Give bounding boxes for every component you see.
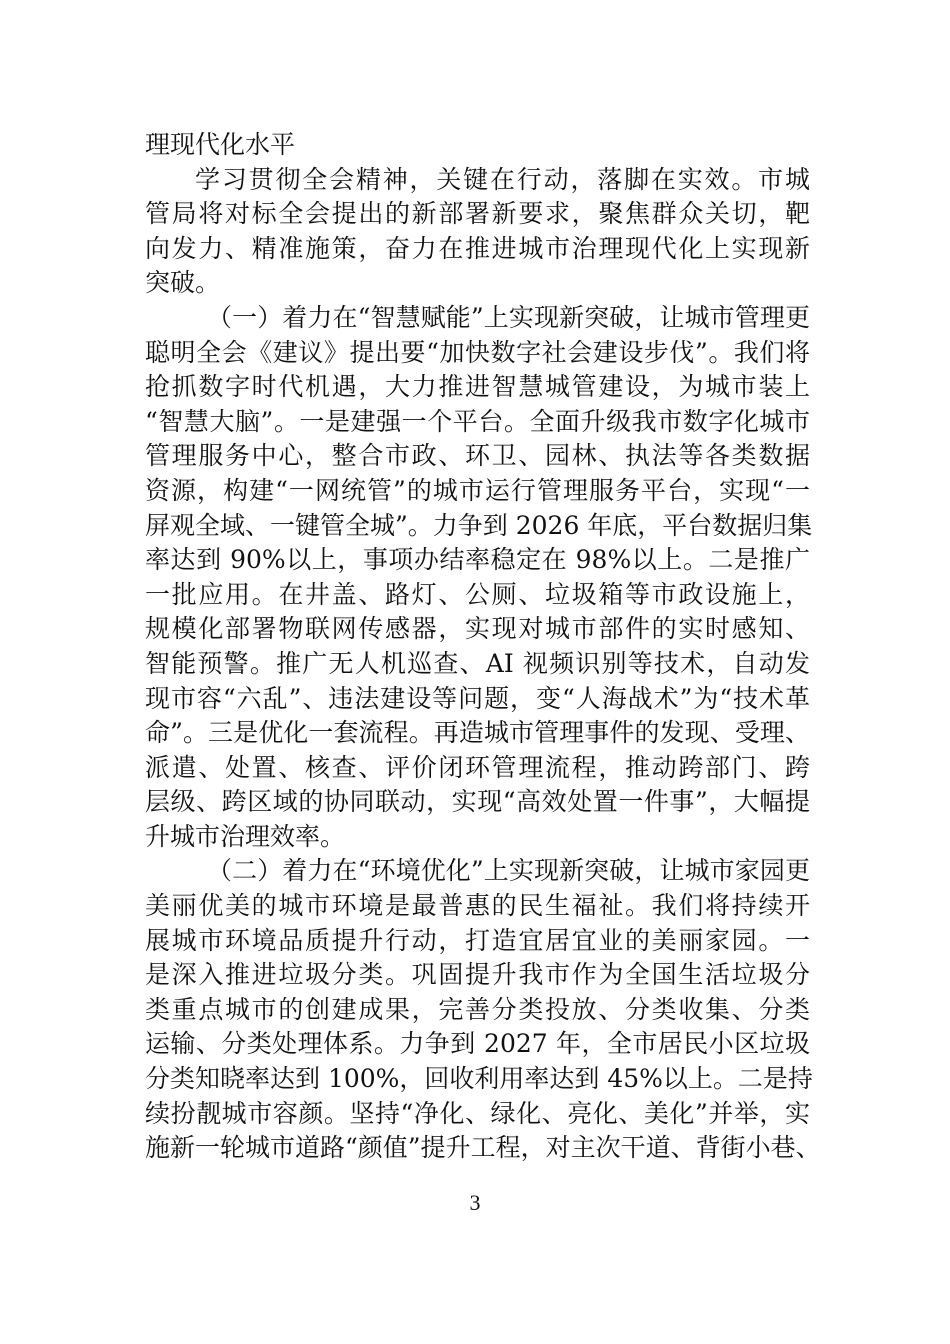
text-line: 管理服务中心，整合市政、环卫、园林、执法等各类数据	[145, 441, 810, 471]
text-line: 学习贯彻全会精神，关键在行动，落脚在实效。市城	[195, 164, 810, 194]
text-line: 管局将对标全会提出的新部署新要求，聚焦群众关切，靶	[145, 199, 810, 229]
text-line: 美丽优美的城市环境是最普惠的民生福祉。我们将持续开	[145, 891, 810, 921]
text-line: 智能预警。推广无人机巡查、AI 视频识别等技术，自动发	[145, 648, 810, 678]
text-line: 层级、跨区域的协同联动，实现“高效处置一件事”，大幅提	[145, 787, 810, 817]
text-line: 类重点城市的创建成果，完善分类投放、分类收集、分类	[145, 994, 810, 1024]
page-number: 3	[469, 1190, 481, 1215]
text-line: 现市容“六乱”、违法建设等问题，变“人海战术”为“技术革	[145, 683, 810, 713]
text-line: 突破。	[145, 268, 221, 298]
text-line: 是深入推进垃圾分类。巩固提升我市作为全国生活垃圾分	[145, 960, 810, 990]
text-line: 一批应用。在井盖、路灯、公厕、垃圾箱等市政设施上，	[145, 579, 810, 609]
text-line: 派遣、处置、核查、评价闭环管理流程，推动跨部门、跨	[145, 752, 810, 782]
section-heading-line: （二）着力在“环境优化”上实现新突破，让城市家园更	[207, 856, 810, 886]
text-line: 命”。三是优化一套流程。再造城市管理事件的发现、受理、	[145, 718, 810, 748]
text-line: 规模化部署物联网传感器，实现对城市部件的实时感知、	[145, 614, 810, 644]
text-line: 施新一轮城市道路“颜值”提升工程，对主次干道、背街小巷、	[145, 1133, 821, 1163]
text-line: 抢抓数字时代机遇，大力推进智慧城管建设，为城市装上	[145, 372, 810, 402]
body-text	[145, 128, 821, 1166]
text-line: 运输、分类处理体系。力争到 2027 年，全市居民小区垃圾	[145, 1029, 810, 1059]
text-line: 率达到 90%以上，事项办结率稳定在 98%以上。二是推广	[145, 545, 810, 575]
text-line: 屏观全域、一键管全城”。力争到 2026 年底，平台数据归集	[145, 510, 813, 540]
text-line: 向发力、精准施策，奋力在推进城市治理现代化上实现新	[145, 233, 810, 263]
text-line: “智慧大脑”。一是建强一个平台。全面升级我市数字化城市	[145, 406, 810, 436]
text-line: 续扮靓城市容颜。坚持“净化、绿化、亮化、美化”并举，实	[145, 1098, 810, 1128]
text-line: 资源，构建“一网统管”的城市运行管理服务平台，实现“一	[145, 475, 810, 505]
text-line: 升城市治理效率。	[145, 821, 346, 851]
text-line: 聪明全会《建议》提出要“加快数字社会建设步伐”。我们将	[145, 337, 810, 367]
section-heading-line: （一）着力在“智慧赋能”上实现新突破，让城市管理更	[207, 302, 810, 332]
text-line: 分类知晓率达到 100%，回收利用率达到 45%以上。二是持	[145, 1064, 813, 1094]
text-line: 展城市环境品质提升行动，打造宜居宜业的美丽家园。一	[145, 925, 810, 955]
text-line: 理现代化水平	[145, 130, 296, 159]
